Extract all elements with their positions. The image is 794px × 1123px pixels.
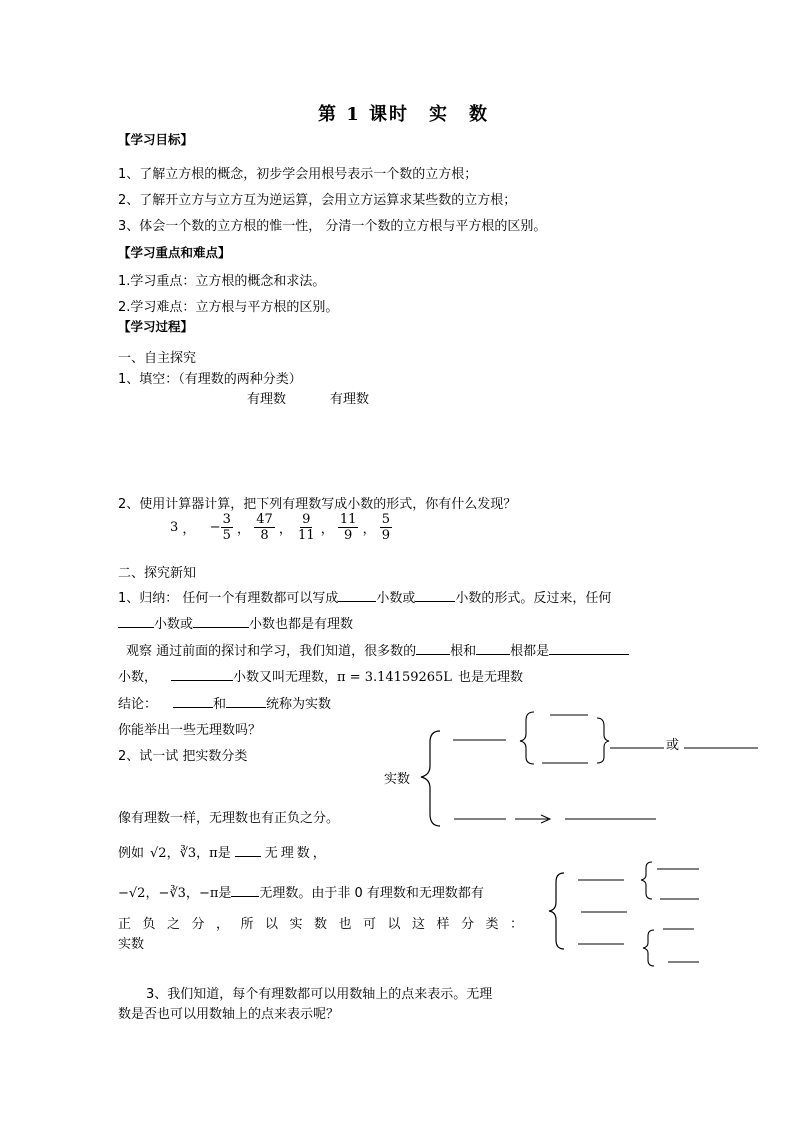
question-1: 1、填空：（有理数的两种分类） bbox=[118, 372, 302, 387]
key-point-item: 2.学习难点：立方根与平方根的区别。 bbox=[118, 300, 339, 315]
part2-heading: 二、探究新知 bbox=[118, 566, 197, 581]
or-label: 或 bbox=[666, 738, 680, 753]
objective-item: 1、了解立方根的概念，初步学会用根号表示一个数的立方根； bbox=[118, 167, 478, 182]
key-points-heading: 【学习重点和难点】 bbox=[118, 245, 231, 260]
objectives-heading: 【学习目标】 bbox=[118, 132, 194, 147]
real-number-label: 实数 bbox=[384, 772, 411, 787]
rational-label-b: 有理数 bbox=[330, 392, 370, 407]
induction-line-2: 小数或 小数也都是有理数 bbox=[118, 613, 353, 632]
part1-heading: 一、自主探究 bbox=[118, 351, 197, 366]
classify-line: 正负之分，所以实数也可以这样分类： bbox=[118, 917, 535, 932]
question-3-line-2: 数是否也可以用数轴上的点来表示呢？ bbox=[118, 1007, 340, 1022]
upper-brace bbox=[641, 862, 652, 899]
conclusion-line: 结论： 和 统称为实数 bbox=[118, 697, 332, 712]
comma: ， bbox=[237, 522, 251, 537]
page-title: 第 1 课时 实 数 bbox=[318, 104, 490, 125]
comma: ， bbox=[278, 522, 292, 537]
cbrt-3: ∛3 bbox=[179, 846, 197, 861]
comma: ， bbox=[362, 522, 376, 537]
left-brace bbox=[549, 873, 564, 949]
try-classify: 2、试一试 把实数分类 bbox=[118, 749, 248, 764]
ask-examples: 你能举出一些无理数吗？ bbox=[118, 723, 262, 738]
negative-example-line: −√2，−∛3，−π是 无理数。由于非 0 有理数和无理数都有 bbox=[118, 886, 484, 901]
example-line: 例如 √2，∛3，π是 无理数， bbox=[118, 846, 329, 861]
observe-line-1: 观察 通过前面的探讨和学习，我们知道，很多数的 根和 根都是 bbox=[126, 640, 629, 659]
rational-label-a: 有理数 bbox=[247, 392, 287, 407]
objective-item: 3、体会一个数的立方根的惟一性， 分清一个数的立方根与平方根的区别。 bbox=[118, 219, 547, 234]
fraction-9-11: $\frac{9}{11}$ bbox=[298, 512, 315, 543]
number-three: 3 bbox=[170, 520, 179, 535]
induction-line-1: 1、归纳： 任何一个有理数都可以写成 小数或 小数的形式。反过来，任何 bbox=[118, 591, 612, 606]
key-point-item: 1.学习重点：立方根的概念和求法。 bbox=[118, 274, 326, 289]
pi-symbol: π bbox=[209, 846, 218, 861]
irrational-signs-note: 像有理数一样，无理数也有正负之分。 bbox=[118, 811, 340, 826]
sqrt-2: √2 bbox=[150, 846, 167, 861]
question-3-line-1: 3、我们知道，每个有理数都可以用数轴上的点来表示。无理 bbox=[146, 987, 493, 1002]
fraction-11-9: $\frac{11}{9}$ bbox=[339, 512, 357, 543]
process-heading: 【学习过程】 bbox=[118, 319, 194, 334]
lower-brace bbox=[643, 930, 654, 966]
comma: ， bbox=[320, 522, 334, 537]
pi-expression: π = 3.14159265L bbox=[337, 670, 452, 685]
observe-line-2: 小数， 小数又叫无理数，π = 3.14159265L 也是无理数 bbox=[118, 670, 523, 685]
fraction-5-9: $\frac{5}{9}$ bbox=[381, 512, 391, 543]
comma: ， bbox=[182, 522, 196, 537]
objective-item: 2、了解开立方与立方互为逆运算，会用立方运算求某些数的立方根； bbox=[118, 193, 517, 208]
fraction-neg-3-5: − $\frac{3}{5}$ bbox=[209, 512, 231, 543]
real-number-label-2: 实数 bbox=[118, 937, 145, 952]
fraction-47-8: $\frac{47}{8}$ bbox=[256, 512, 273, 543]
question-2: 2、使用计算器计算，把下列有理数写成小数的形式，你有什么发现？ bbox=[118, 497, 517, 512]
